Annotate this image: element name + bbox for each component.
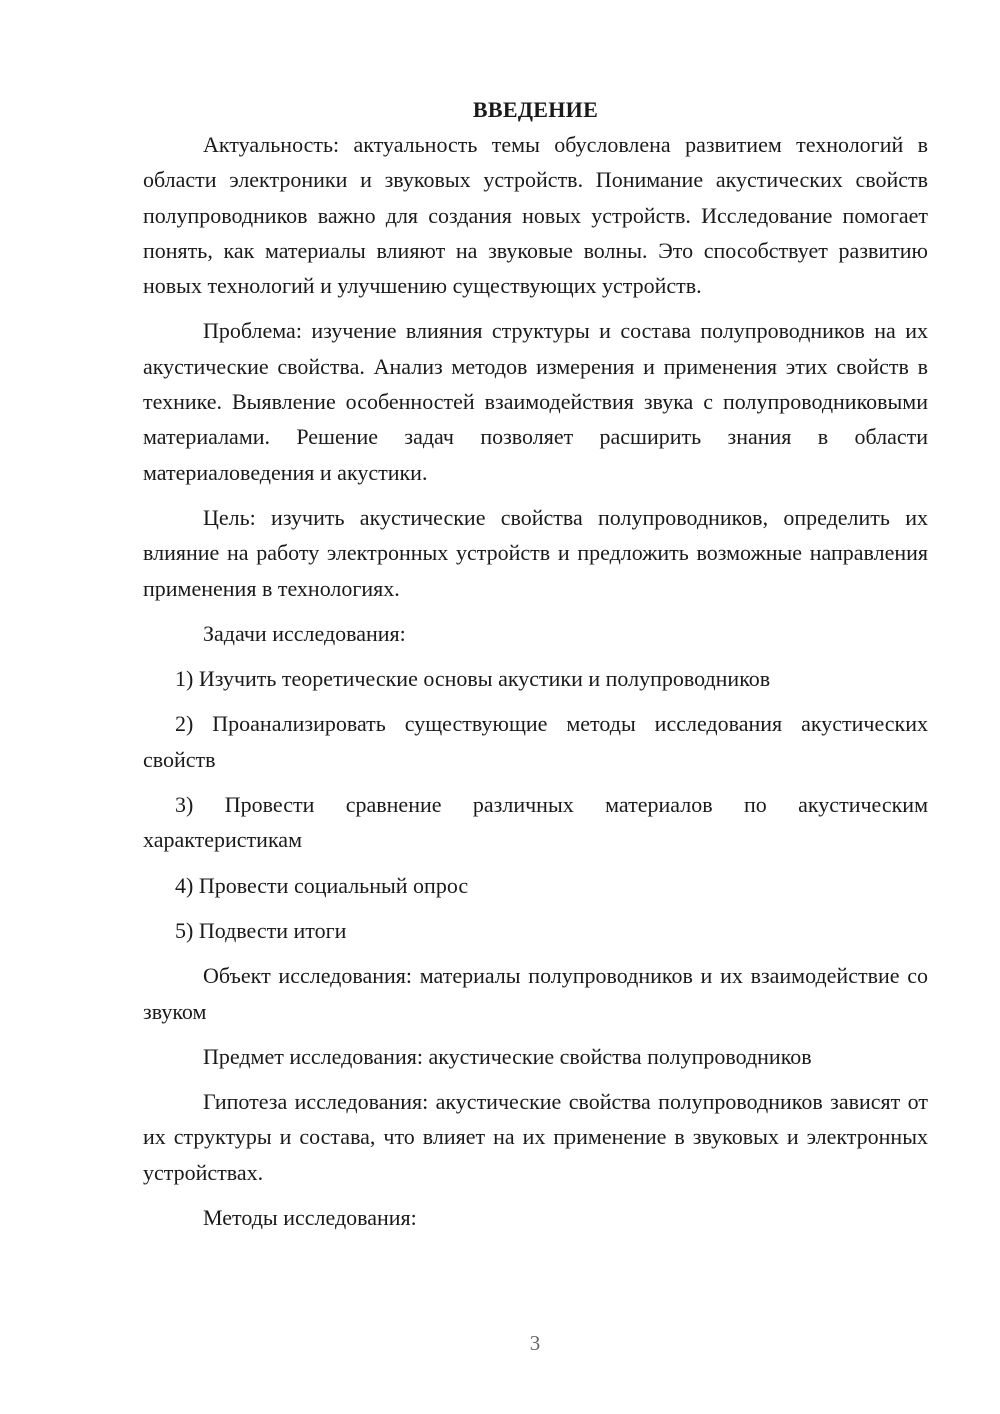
subject-paragraph: Предмет исследования: акустические свойства полупроводников — [203, 1043, 812, 1069]
relevance-paragraph: Актуальность: актуальность темы обусловлена развитием технологий в области электроники и звуковых устройств. Понимание акустических свойств полупроводников важно для создания новых устройств. Исследование помогает понять, как материалы влияют на звуковые волны. Это способствует развитию новых технологий и улучшению существующих устройств. — [143, 132, 928, 299]
task-item-4: 4) Провести социальный опрос — [175, 872, 469, 898]
problem-paragraph: Проблема: изучение влияния структуры и состава полупроводников на их акустические свойства. Анализ методов измерения и применения этих свойств в технике. Выявление особенностей взаимодействия звука с полупроводниковыми материалами. Решение задач позволяет расширить знания в области материаловедения и акустики. — [143, 318, 928, 485]
task-item-3: 3) Провести сравнение различных материалов по акустическим характеристикам — [143, 792, 928, 853]
task-item-2: 2) Проанализировать существующие методы исследования акустических свойств — [143, 711, 928, 772]
object-paragraph: Объект исследования: материалы полупроводников и их взаимодействие со звуком — [143, 963, 928, 1024]
tasks-heading: Задачи исследования: — [203, 620, 406, 646]
goal-paragraph: Цель: изучить акустические свойства полупроводников, определить их влияние на работу электронных устройств и предложить возможные направления применения в технологиях. — [143, 504, 928, 601]
task-item-5: 5) Подвести итоги — [175, 917, 347, 943]
page-number: 3 — [529, 1331, 541, 1355]
document-page — [143, 92, 928, 1245]
hypothesis-paragraph: Гипотеза исследования: акустические свойства полупроводников зависят от их структуры и состава, что влияет на их применение в звуковых и электронных устройствах. — [143, 1089, 928, 1185]
methods-heading: Методы исследования: — [203, 1205, 417, 1231]
section-title: ВВЕДЕНИЕ — [472, 97, 599, 122]
task-item-1: 1) Изучить теоретические основы акустики и полупроводников — [175, 666, 771, 692]
